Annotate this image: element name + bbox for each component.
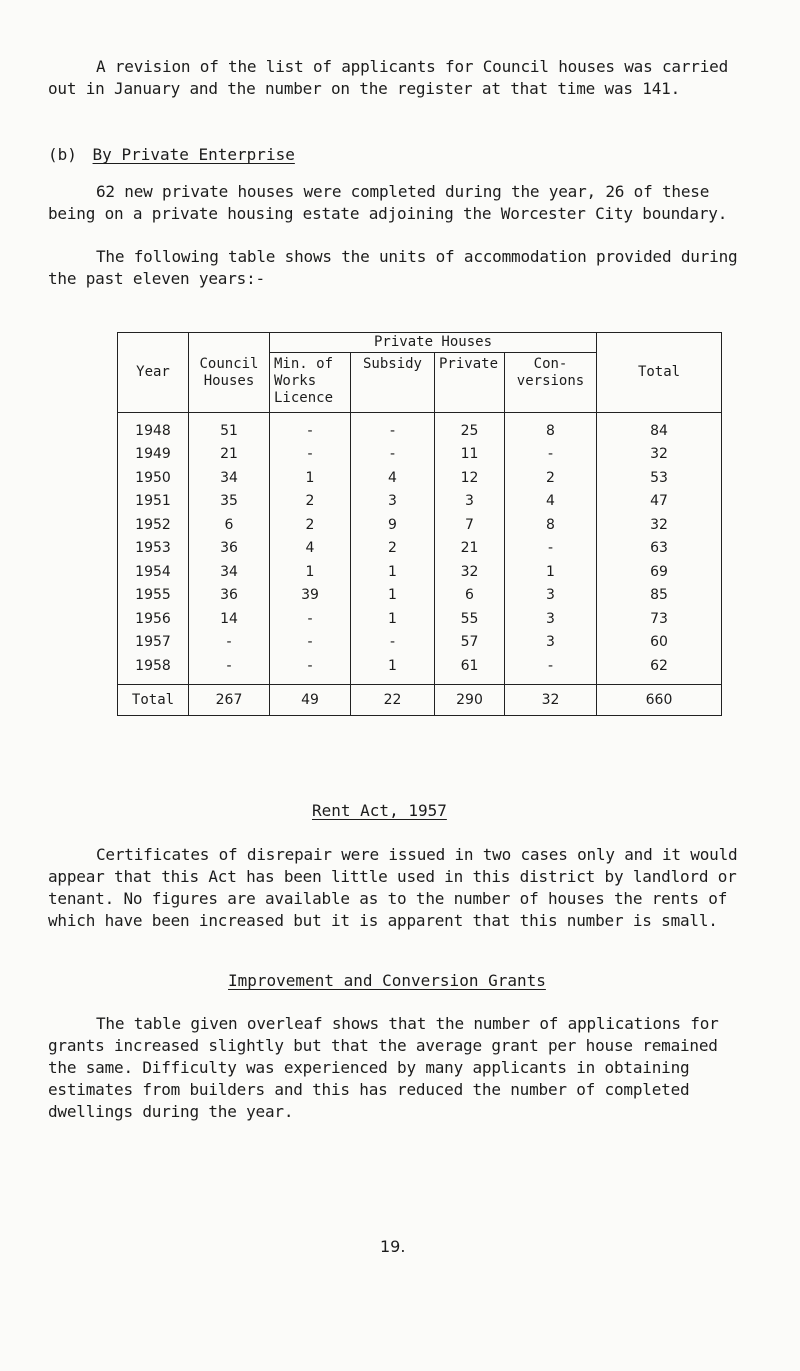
private-houses-paragraph: 62 new private houses were completed during the year, 26 of these being on a private housing estate adjoining the Worcester City boundary. (48, 182, 728, 223)
cell-subsidy: 4 (351, 466, 435, 490)
cell-total: 32 (597, 443, 722, 467)
cell-year: 1956 (118, 607, 189, 631)
cell-conversions: - (505, 443, 597, 467)
totals-label: Total (118, 684, 189, 715)
cell-conversions: 3 (505, 607, 597, 631)
totals-council: 267 (189, 684, 270, 715)
totals-total: 660 (597, 684, 722, 715)
table-row (118, 584, 722, 608)
header-private: Private (435, 353, 505, 413)
cell-min-works: 2 (270, 490, 351, 514)
header-private-houses: Private Houses (270, 333, 597, 353)
intro-paragraph: A revision of the list of applicants for Council houses was carried out in January and the number on the register at that time was 141. (48, 57, 728, 98)
cell-total: 73 (597, 607, 722, 631)
rent-act-heading: Rent Act, 1957 (312, 801, 447, 820)
totals-private: 290 (435, 684, 505, 715)
cell-total: 85 (597, 584, 722, 608)
table-row (118, 654, 722, 684)
cell-private: 32 (435, 560, 505, 584)
cell-conversions: 4 (505, 490, 597, 514)
totals-conversions: 32 (505, 684, 597, 715)
cell-private: 7 (435, 513, 505, 537)
page-number: 19. (380, 1237, 406, 1256)
cell-min-works: 4 (270, 537, 351, 561)
cell-conversions: 3 (505, 584, 597, 608)
cell-subsidy: 9 (351, 513, 435, 537)
cell-min-works: 1 (270, 466, 351, 490)
cell-subsidy: 1 (351, 560, 435, 584)
cell-total: 84 (597, 413, 722, 443)
cell-subsidy: - (351, 631, 435, 655)
cell-min-works: - (270, 607, 351, 631)
cell-min-works: 2 (270, 513, 351, 537)
cell-conversions: 8 (505, 413, 597, 443)
cell-year: 1950 (118, 466, 189, 490)
table-row (118, 537, 722, 561)
header-conversions: Con- versions (505, 353, 597, 413)
cell-conversions: 3 (505, 631, 597, 655)
cell-council: 34 (189, 560, 270, 584)
header-council-houses: Council Houses (189, 333, 270, 413)
cell-conversions: 8 (505, 513, 597, 537)
cell-private: 21 (435, 537, 505, 561)
cell-total: 32 (597, 513, 722, 537)
table-row (118, 490, 722, 514)
table-row (118, 513, 722, 537)
accommodation-table (117, 332, 722, 716)
cell-council: 36 (189, 584, 270, 608)
cell-private: 57 (435, 631, 505, 655)
table-row (118, 631, 722, 655)
cell-year: 1954 (118, 560, 189, 584)
cell-total: 63 (597, 537, 722, 561)
cell-min-works: - (270, 443, 351, 467)
table-row (118, 413, 722, 443)
cell-year: 1955 (118, 584, 189, 608)
table-row (118, 607, 722, 631)
cell-subsidy: 2 (351, 537, 435, 561)
cell-year: 1952 (118, 513, 189, 537)
totals-row (118, 684, 722, 715)
cell-council: 21 (189, 443, 270, 467)
cell-private: 6 (435, 584, 505, 608)
cell-total: 62 (597, 654, 722, 684)
cell-year: 1951 (118, 490, 189, 514)
cell-min-works: 39 (270, 584, 351, 608)
cell-private: 3 (435, 490, 505, 514)
grants-heading: Improvement and Conversion Grants (228, 971, 546, 990)
cell-council: 36 (189, 537, 270, 561)
header-subsidy: Subsidy (351, 353, 435, 413)
cell-subsidy: 1 (351, 654, 435, 684)
cell-min-works: - (270, 631, 351, 655)
cell-total: 47 (597, 490, 722, 514)
grants-paragraph: The table given overleaf shows that the number of applications for grants increased slightly but that the average grant per house remained the same. Difficulty was experienced by many applicants in obtaining estimates from builders and this has reduced the number of completed dwellings during the year. (48, 1014, 719, 1121)
table-intro-paragraph: The following table shows the units of accommodation provided during the past eleven years:- (48, 247, 738, 288)
totals-min-works: 49 (270, 684, 351, 715)
cell-council: - (189, 654, 270, 684)
cell-min-works: 1 (270, 560, 351, 584)
header-year: Year (118, 333, 189, 413)
cell-year: 1948 (118, 413, 189, 443)
cell-subsidy: 3 (351, 490, 435, 514)
cell-private: 61 (435, 654, 505, 684)
cell-subsidy: 1 (351, 584, 435, 608)
cell-min-works: - (270, 654, 351, 684)
cell-conversions: - (505, 654, 597, 684)
cell-private: 11 (435, 443, 505, 467)
cell-council: 34 (189, 466, 270, 490)
section-b-heading (48, 144, 295, 166)
cell-total: 53 (597, 466, 722, 490)
header-total: Total (597, 333, 722, 413)
cell-council: 35 (189, 490, 270, 514)
cell-private: 12 (435, 466, 505, 490)
cell-year: 1953 (118, 537, 189, 561)
cell-subsidy: 1 (351, 607, 435, 631)
cell-total: 69 (597, 560, 722, 584)
table-row (118, 466, 722, 490)
cell-council: 6 (189, 513, 270, 537)
cell-min-works: - (270, 413, 351, 443)
cell-conversions: 1 (505, 560, 597, 584)
section-title: By Private Enterprise (92, 145, 295, 164)
table-row (118, 443, 722, 467)
cell-year: 1949 (118, 443, 189, 467)
cell-subsidy: - (351, 443, 435, 467)
cell-total: 60 (597, 631, 722, 655)
rent-act-paragraph: Certificates of disrepair were issued in two cases only and it would appear that this Act has been little used in this district by landlord or tenant. No figures are available as to the number of houses the rents of which have been increased but it is apparent that this number is small. (48, 845, 738, 930)
cell-year: 1957 (118, 631, 189, 655)
table-body (118, 413, 722, 685)
totals-subsidy: 22 (351, 684, 435, 715)
cell-council: 14 (189, 607, 270, 631)
cell-private: 55 (435, 607, 505, 631)
cell-council: 51 (189, 413, 270, 443)
cell-year: 1958 (118, 654, 189, 684)
table-row (118, 560, 722, 584)
cell-council: - (189, 631, 270, 655)
header-min-works-licence: Min. of Works Licence (270, 353, 351, 413)
cell-conversions: - (505, 537, 597, 561)
cell-conversions: 2 (505, 466, 597, 490)
cell-subsidy: - (351, 413, 435, 443)
section-label: (b) (48, 145, 77, 164)
cell-private: 25 (435, 413, 505, 443)
